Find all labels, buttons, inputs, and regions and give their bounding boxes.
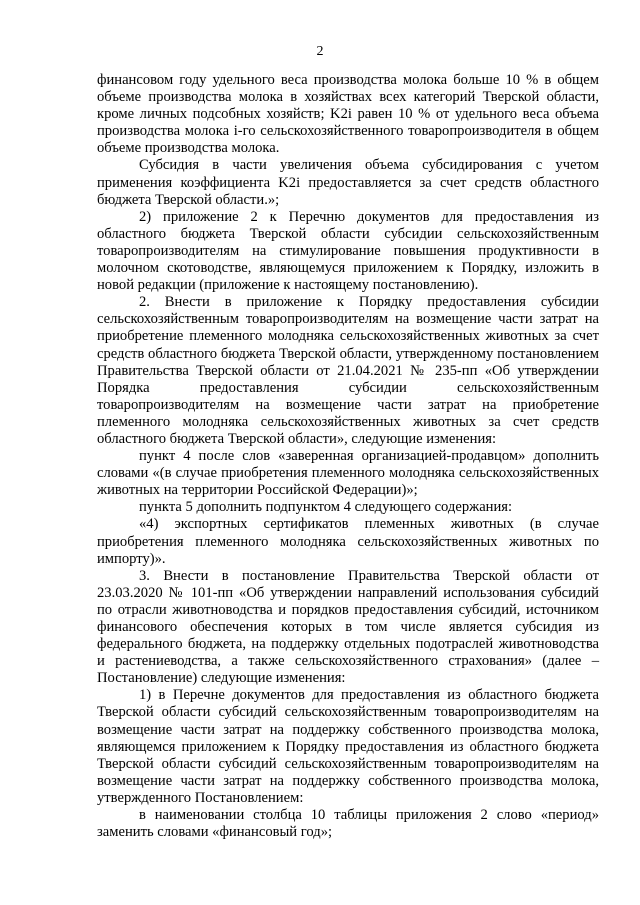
paragraph-appendix-2-new-edition: 2) приложение 2 к Перечню документов для предоставления из областного бюджета Тверской области субсидии сельскохозяйственным товаропроизводителям на стимулирование повышения продуктивности в молочном скотоводстве, являющемуся приложением к Порядку, изложить в новой редакции (приложение к настоящему постановлению). [97, 208, 599, 294]
paragraph-milk-share-continuation: финансовом году удельного веса производства молока больше 10 % в общем объеме производства молока в хозяйствах всех категорий Тверской области, кроме личных подсобных хозяйств; K2i равен 10 % от удельного веса объема производства молока i-го сельскохозяйственного товаропроизводителя в общем объеме производства молока. [97, 72, 599, 157]
paragraph-point-4-addition: пункт 4 после слов «заверенная организацией-продавцом» дополнить словами «(в случае приобретения племенного молодняка сельскохозяйственных животных на территории Российской Федерации)»; [97, 448, 599, 499]
document-body [97, 72, 599, 841]
paragraph-item-2-amendments: 2. Внести в приложение к Порядку предоставления субсидии сельскохозяйственным товаропроизводителям на возмещение части затрат на приобретение племенного молодняка сельскохозяйственных животных за счет средств областного бюджета Тверской области, утвержденному постановлением Правительства Тверской области от 21.04.2021 № 235-пп «Об утверждении Порядка предоставления субсидии сельскохозяйственным товаропроизводителям на возмещение части затрат на приобретение племенного молодняка сельскохозяйственных животных за счет средств областного бюджета Тверской области», следующие изменения: [97, 294, 599, 447]
paragraph-export-certificates: «4) экспортных сертификатов племенных животных (в случае приобретения племенного молодняка сельскохозяйственных животных по импорту)». [97, 516, 599, 567]
page-number: 2 [316, 44, 324, 59]
paragraph-column-10-rename: в наименовании столбца 10 таблицы приложения 2 слово «период» заменить словами «финансовый год»; [97, 807, 599, 841]
paragraph-point-5-addition: пункта 5 дополнить подпунктом 4 следующего содержания: [139, 499, 513, 516]
paragraph-item-3-amendments: 3. Внести в постановление Правительства Тверской области от 23.03.2020 № 101-пп «Об утверждении направлений использования субсидий по отрасли животноводства и порядков предоставления субсидий, источником финансового обеспечения которых в том числе является субсидия из федерального бюджета, на поддержку отдельных подотраслей животноводства и растениеводства, а также сельскохозяйственного страхования» (далее – Постановление) следующие изменения: [97, 567, 599, 687]
paragraph-documents-list: 1) в Перечне документов для предоставления из областного бюджета Тверской области субсидий сельскохозяйственным товаропроизводителям на возмещение части затрат на поддержку собственного производства молока, являющемся приложением к Порядку предоставления из областного бюджета Тверской области субсидий сельскохозяйственным товаропроизводителям на возмещение части затрат на поддержку собственного производства молока, утвержденного Постановлением: [97, 687, 599, 806]
paragraph-subsidy-coefficient: Субсидия в части увеличения объема субсидирования с учетом применения коэффициента K2i предоставляется за счет средств областного бюджета Тверской области.»; [97, 157, 599, 208]
